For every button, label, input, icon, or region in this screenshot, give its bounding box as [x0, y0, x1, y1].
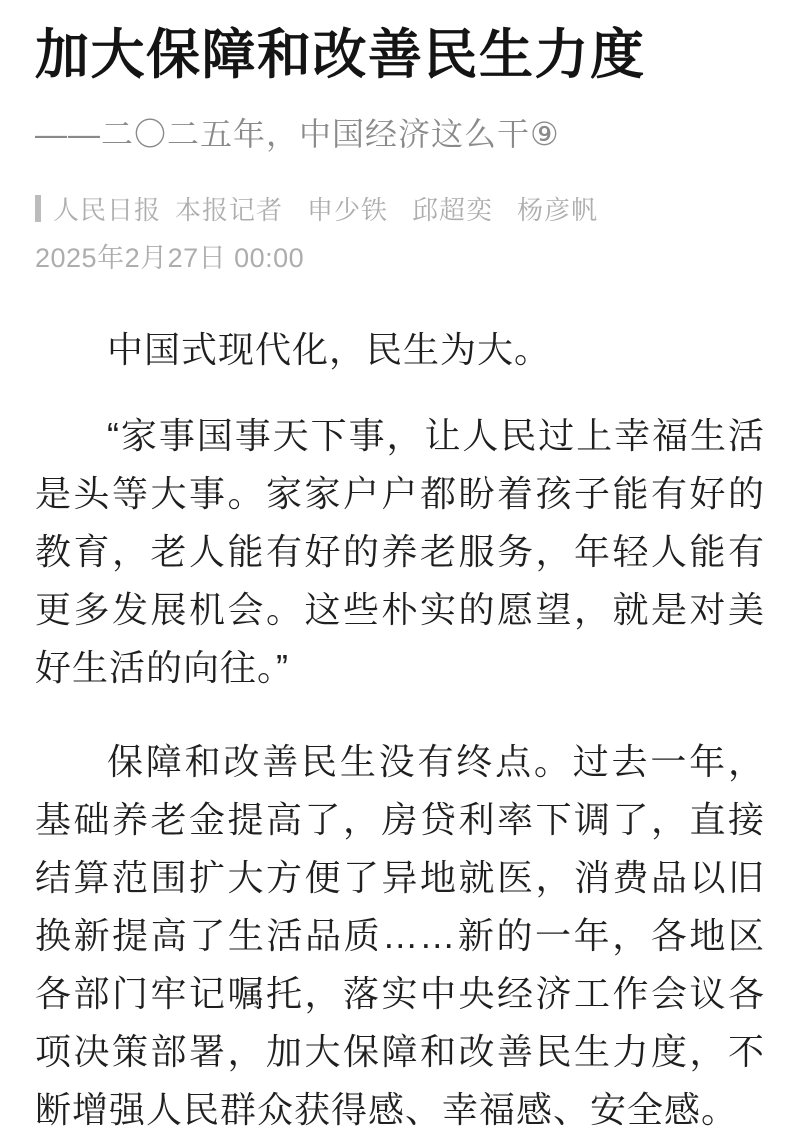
byline-author: 邱超奕 [412, 195, 494, 226]
article-paragraph: “家事国事天下事，让人民过上幸福生活是头等大事。家家户户都盼着孩子能有好的教育，老人能有好的养老服务，年轻人能有更多发展机会。这些朴实的愿望，就是对美好生活的向往。” [35, 415, 765, 689]
byline-author: 杨彦帆 [517, 195, 599, 226]
byline-author: 申少铁 [307, 195, 389, 226]
byline-reporter-label: 本报记者 [175, 195, 284, 226]
article-title: 加大保障和改善民生力度 [35, 25, 646, 85]
byline-source: 人民日报 [53, 195, 162, 226]
article-subtitle: ——二〇二五年，中国经济这么干⑨ [35, 116, 560, 153]
byline-marker-bar [35, 195, 41, 222]
article-body [35, 321, 765, 1139]
publish-datetime: 2025年2月27日 00:00 [35, 243, 305, 274]
article-paragraph: 保障和改善民生没有终点。过去一年，基础养老金提高了，房贷利率下调了，直接结算范围扩大方便了异地就医，消费品以旧换新提高了生活品质……新的一年，各地区各部门牢记嘱托，落实中央经济工作会议各项决策部署，加大保障和改善民生力度，不断增强人民群众获得感、幸福感、安全感。 [35, 741, 765, 1131]
byline [35, 190, 765, 227]
article-paragraph: 中国式现代化，民生为大。 [107, 329, 552, 371]
